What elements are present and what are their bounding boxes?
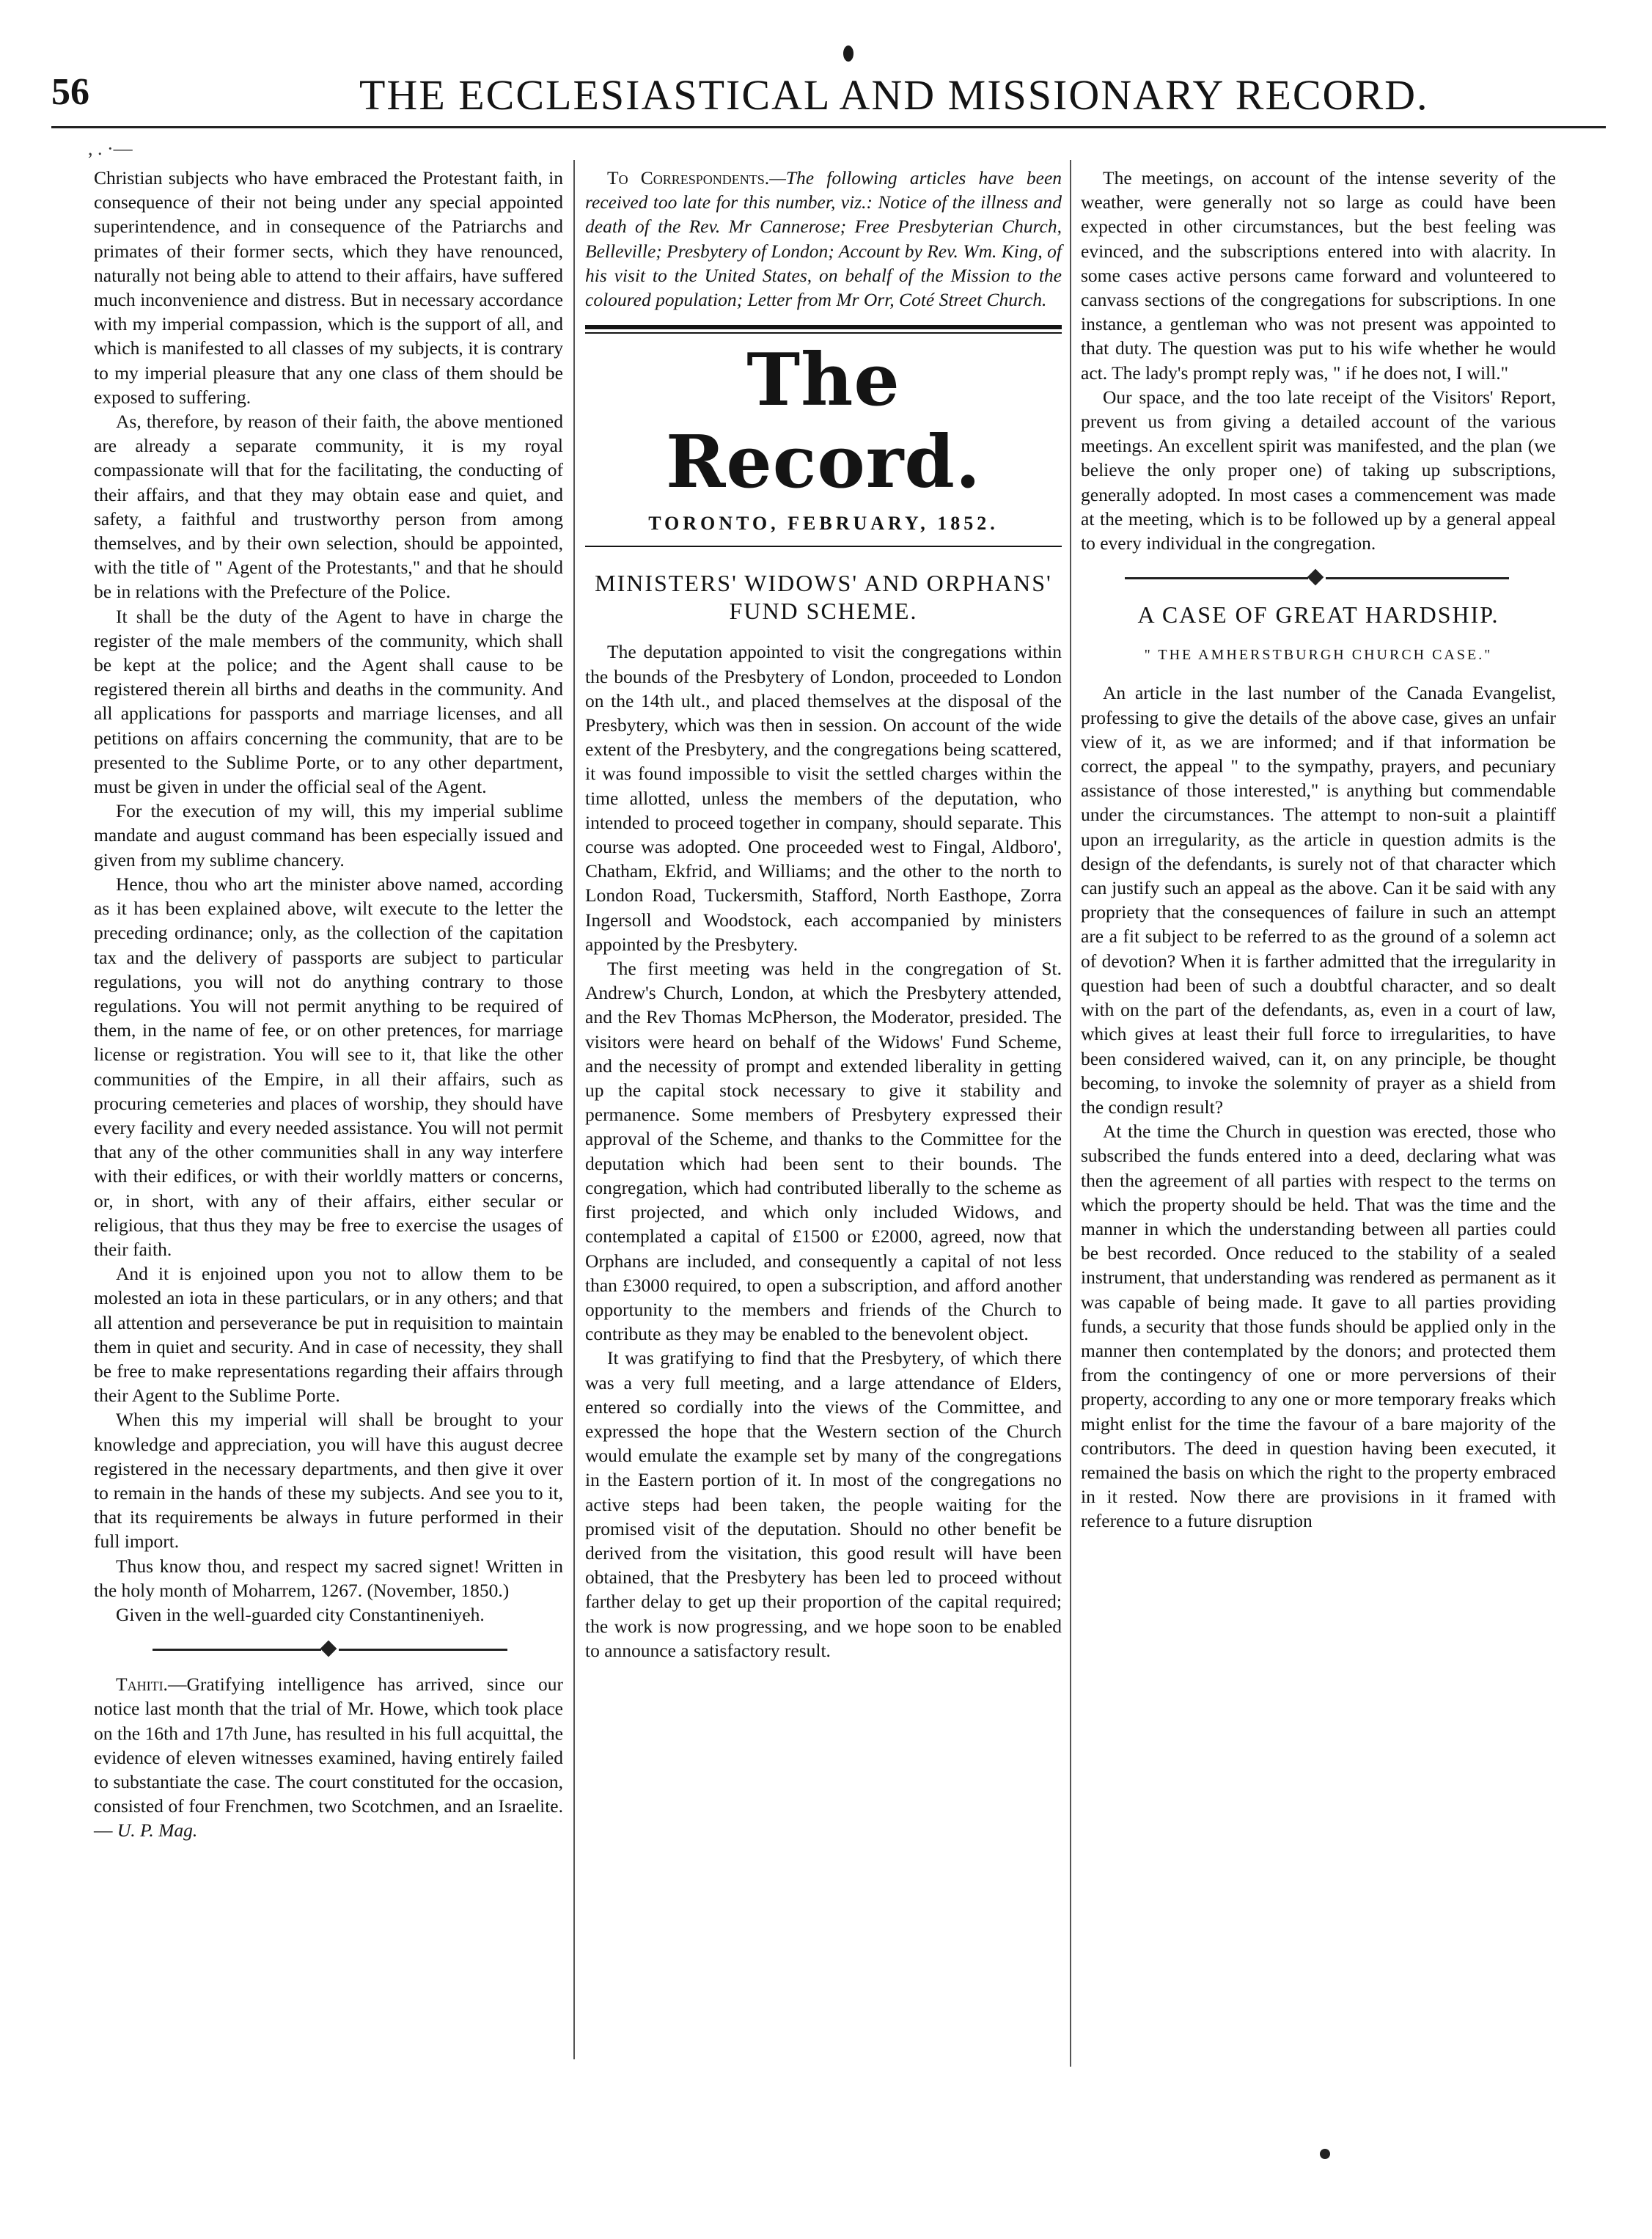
firman-paragraph: And it is enjoined upon you not to allow them to be molested an iota in these particulars, or in any others; and that all attention and perseverance be put in requisition to maintain them in quiet and security. And in case of necessity, they shall be free to make representations regarding their affairs through their Agent to the Sublime Porte. — [94, 1263, 563, 1407]
article-paragraph: The meetings, on account of the intense severity of the weather, were generally not so large as could have been expected in other circumstances, but the best feeling was evinced, and the subscriptions entered into with alacrity. In some cases active persons came forward and volunteered to canvass sections of the congregations for subscriptions. In one instance, a gentleman who was not present was appointed to that duty. The question was put to his wife whether he would act. The lady's prompt reply was, " if he does not, I will." — [1081, 167, 1556, 384]
correspondents-notice — [585, 166, 1062, 312]
article-paragraph: An article in the last number of the Canada Evangelist, professing to give the details of the above case, gives an unfair view of it, as we are informed; and if that information be correct, the appeal " to the sympathy, prayers, and pecuniary assistance of those interested," is anything but commendable under the circumstances. The attempt to non-suit a plaintiff upon an irregularity, as the article in question admits is the design of the defendants, is surely not of that character which can justify such an appeal as the above. Can it be said with any propriety that the consequences of failure in such an attempt are a fit subject to be referred to as the ground of a solemn act of devotion? When it is farther admitted that the irregularity in question had been of such a doubtful character, and so dealt with on the part of the defendants, as, even in a court of law, which gives at least their full force to irregularities, to have been considered waived, can it, on any principle, be thought becoming, to invoke the solemnity of prayer as a shield from the condign result? — [1081, 682, 1556, 1118]
section-ornament — [1081, 565, 1556, 590]
article-headline: MINISTERS' WIDOWS' AND ORPHANS' FUND SCHEME. — [595, 570, 1052, 625]
tahiti-text: —Gratifying intelligence has arrived, since our notice last month that the trial of Mr. Howe, which took place on the 16th and 17th June, has resulted in his full acquittal, the evidence of eleven witnesses examined, having entirely failed to substantiate the case. The court constituted for the occasion, consisted of four Frenchmen, two Scotchmen, and an Israelite.— — [94, 1674, 563, 1842]
firman-paragraph: For the execution of my will, this my imperial sublime mandate and august command has been especially issued and given from my sublime chancery. — [94, 800, 563, 871]
column-right — [1081, 166, 1556, 1533]
tahiti-source: U. P. Mag. — [117, 1820, 198, 1842]
correspondents-text: —The following articles have been received too late for this number, viz.: Notice of the illness and death of the Rev. Mr Cannerose; Free Presbyterian Church, Belleville; Presbytery of London; Account by Rev. Wm. King, of his visit to the United States, on behalf of the Mission to the coloured population; Letter from Mr Orr, Coté Street Church. — [585, 167, 1062, 311]
firman-signature: Thus know thou, and respect my sacred signet! Written in the holy month of Moharrem, 1267. (November, 1850.) — [94, 1555, 563, 1601]
ink-blot — [1320, 2149, 1330, 2159]
article-paragraph: It was gratifying to find that the Presbytery, of which there was a very full meeting, and a large attendance of Elders, entered so cordially into the views of the Committee, and expressed the hope that the Western section of the Church would emulate the example set by many of the congregations in the Eastern portion of it. In most of the congregations no active steps had been taken, the people waiting for the promised visit of the deputation. Should no other benefit be derived from the visitation, this good result will have been obtained, that the Presbytery has been led to proceed without farther delay to get up their proportion of the capital required; the work is now progressing, and we hope soon to be enabled to announce a satisfactory result. — [585, 1347, 1062, 1661]
article-paragraph: At the time the Church in question was erected, those who subscribed the funds entered into a deed, declaring what was then the agreement of all parties with respect to the terms on which the property should be held. That was the time and the manner in which the understanding between all parties could be best recorded. Once reduced to the stability of a sealed instrument, that understanding was rendered as permanent as it was capable of being made. It gave to all parties providing funds, a security that those funds should be applied only in the manner then contemplated by the donors; and protected them from the contingency of one or more perversions of their property, according to any one or more temporary freaks which might enlist for the time the favour of a bare majority of the contributors. The deed in question having been executed, it remained the basis on which the right to the property embraced in it rested. Now there are provisions in it framed with reference to a future disruption — [1081, 1121, 1556, 1532]
masthead-title: The Record. — [665, 338, 982, 505]
tahiti-lead: Tahiti. — [116, 1674, 168, 1696]
firman-place: Given in the well-guarded city Constantineniyeh. — [116, 1603, 485, 1625]
firman-paragraph: When this my imperial will shall be brought to your knowledge and appreciation, you will have this august decree registered in the necessary departments, and then give it over to remain in the hands of these my subjects. And see you to it, that its requirements be always in future performed in their full import. — [94, 1409, 563, 1553]
section-ornament — [94, 1637, 563, 1662]
article-subhead: " THE AMHERSTBURGH CHURCH CASE." — [1144, 647, 1493, 664]
dateline-rule — [585, 546, 1062, 547]
column-divider — [1070, 160, 1071, 2067]
masthead-rule — [585, 325, 1062, 329]
masthead-rule — [585, 332, 1062, 334]
firman-paragraph: Christian subjects who have embraced the Protestant faith, in consequence of their not being under any special appointed superintendence, and in consequence of the Patriarchs and primates of their former sects, which they have renounced, naturally not being able to attend to their affairs, have suffered much inconvenience and distress. But in necessary accordance with my imperial compassion, which is the support of all, and which is manifested to all classes of my subjects, it is contrary to my imperial pleasure that any one class of them should be exposed to suffering. — [94, 167, 563, 408]
column-left — [94, 166, 563, 1843]
dateline: TORONTO, FEBRUARY, 1852. — [648, 513, 999, 535]
article-paragraph: Our space, and the too late receipt of the Visitors' Report, prevent us from giving a detailed account of the various meetings. An excellent spirit was manifested, and the plan (we believe the only proper one) of taking up subscriptions, generally adopted. In most cases a commencement was made at the meeting, which is to be followed up by a general appeal to every individual in the congregation. — [1081, 386, 1556, 554]
ink-blot — [843, 45, 853, 62]
article-headline: A CASE OF GREAT HARDSHIP. — [1137, 601, 1499, 629]
print-noise: , . ·— — [88, 138, 133, 159]
page-number: 56 — [51, 71, 89, 113]
column-divider — [573, 160, 575, 2059]
header-rule — [51, 126, 1606, 128]
firman-paragraph: It shall be the duty of the Agent to have in charge the register of the male members of the community, which shall be kept at the police; and the Agent shall cause to be registered therein all births and deaths in the community. And all applications for passports and marriage licenses, and all petitions on affairs concerning the community, that are to be presented to the Sublime Porte, or to any other department, must be given in under the official seal of the Agent. — [94, 605, 563, 798]
correspondents-lead: To Correspondents. — [607, 167, 770, 188]
article-paragraph: The first meeting was held in the congregation of St. Andrew's Church, London, at which the Presbytery attended, and the Rev Thomas McPherson, the Moderator, presided. The visitors were heard on behalf of the Widows' Fund Scheme, and the necessity of prompt and extended liberality in getting up the capital stock necessary to give it stability and permanence. Some members of Presbytery expressed their approval of the Scheme, and thanks to the Committee for the deputation which had been sent to their bounds. The congregation, which had contributed liberally to the scheme as first projected, and which only included Widows, and contemplated a capital of £1500 or £2000, agreed, now that Orphans are included, and consequently a capital of not less than £3000 required, to open a subscription, and afford another opportunity to the members and friends of the Church to contribute as they may be enabled to the benevolent object. — [585, 958, 1062, 1345]
column-middle — [585, 166, 1062, 1663]
tahiti-notice — [94, 1672, 563, 1842]
firman-paragraph: As, therefore, by reason of their faith, the above mentioned are already a separate community, it is my royal compassionate will that for the facilitating, the conducting of their affairs, and that they may obtain ease and quiet, and safety, a faithful and trustworthy person from among themselves, and by their own selection, should be appointed, with the title of " Agent of the Protestants," and that he should be in relations with the Prefecture of the Police. — [94, 411, 563, 603]
firman-paragraph: Hence, thou who art the minister above named, according as it has been explained above, wilt execute to the letter the preceding ordinance; only, as the collection of the capitation tax and the delivery of passports are subject to particular regulations, you will not do anything contrary to those regulations. You will not permit anything to be required of them, in the name of fee, or on other pretences, for marriage license or registration. You will see to it, that like the other communities of the Empire, in all their affairs, such as procuring cemeteries and places of worship, they should have every facility and every needed assistance. You will not permit that any of the other communities shall in any way interfere with their edifices, or with their worldly matters or concerns, or, in short, with any of their affairs, either secular or religious, that thus they may be free to exercise the usages of their faith. — [94, 873, 563, 1260]
running-title: THE ECCLESIASTICAL AND MISSIONARY RECORD. — [359, 71, 1429, 119]
article-paragraph: The deputation appointed to visit the congregations within the bounds of the Presbytery of London, proceeded to London on the 14th ult., and placed themselves at the disposal of the Presbytery, which was then in session. On account of the wide extent of the Presbytery, and the congregations being scattered, it was found impossible to visit the settled charges within the time allotted, unless the members of the deputation, who intended to proceed together in company, should separate. This course was adopted. One proceeded west to Fingal, Aldboro', Chatham, Ekfrid, and Williams; and the other to the north to London Road, Tuckersmith, Stafford, North Easthope, Zorra Ingersoll and Woodstock, each accompanied by ministers appointed by the Presbytery. — [585, 641, 1062, 955]
